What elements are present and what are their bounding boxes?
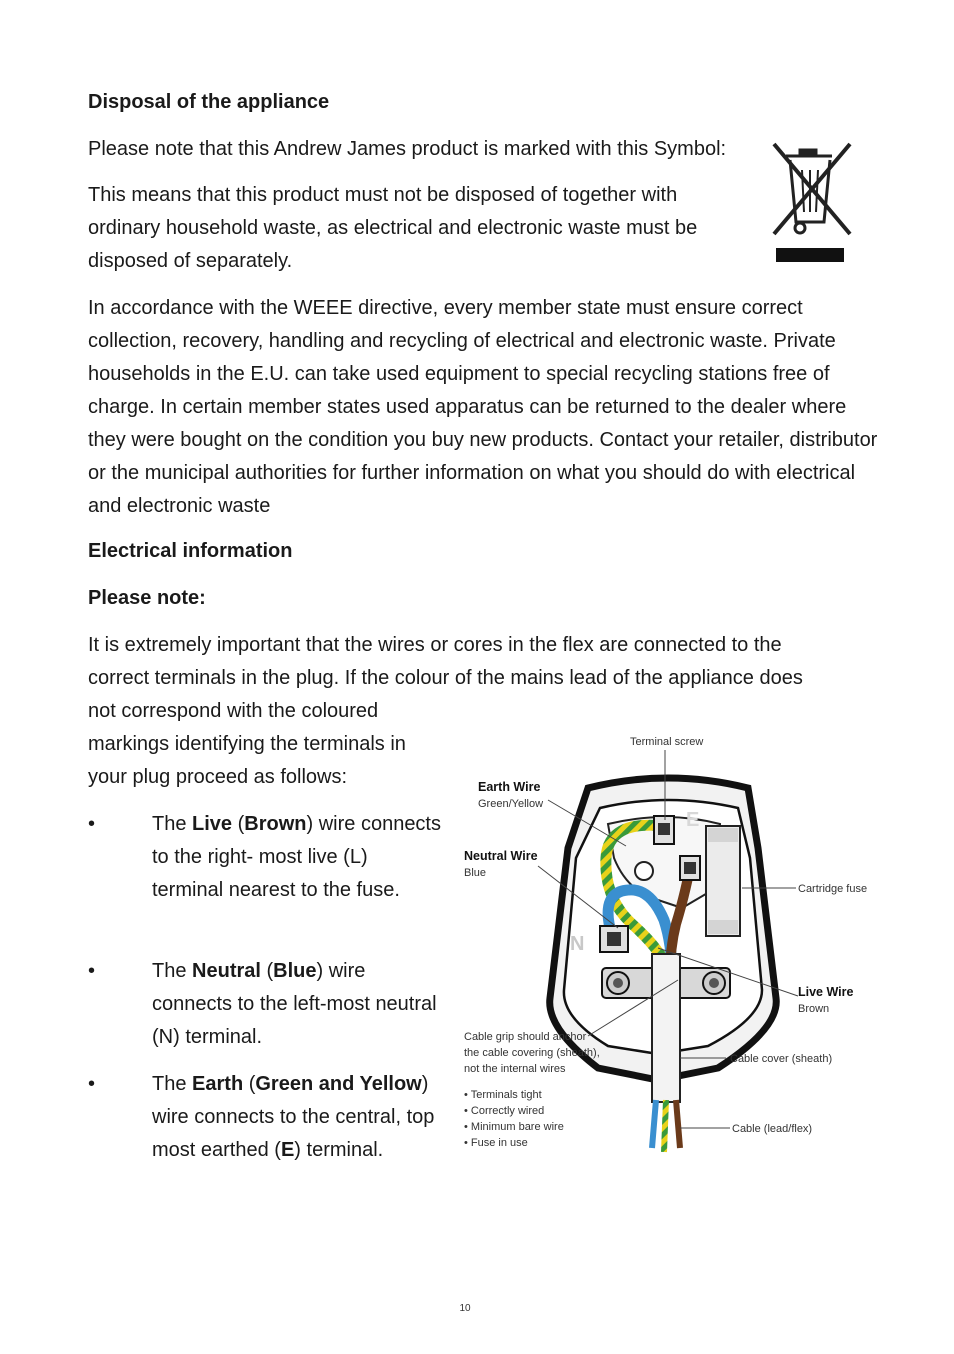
live-label: Live — [192, 813, 233, 835]
page-number: 10 — [459, 1303, 471, 1314]
cable-grip-note-3: not the internal wires — [464, 1063, 566, 1075]
cartridge-fuse — [706, 826, 740, 936]
live-wire-label: Live Wire — [798, 985, 854, 999]
bullet-earth: The Earth (Green and Yellow) wire connects to the central, top most earthed (E) terminal. — [152, 1073, 435, 1161]
e-letter: E — [280, 1139, 295, 1161]
bullet-live: The Live (Brown) wire connects to the right- most live (L) terminal nearest to the fuse. — [152, 813, 441, 901]
meaning-paragraph: This means that this product must not be disposed of together with ordinary household waste, as electrical and electronic waste must be disposed of separately. — [88, 184, 698, 272]
brown-label: Brown — [244, 813, 307, 835]
terminal-e-letter: E — [686, 809, 700, 831]
cartridge-fuse-label: Cartridge fuse — [798, 883, 868, 895]
bullet-neutral-marker: • — [88, 960, 96, 982]
green-yellow-label: Green and Yellow — [255, 1073, 422, 1095]
intro-line-2: correct terminals in the plug. If the colour of the mains lead of the appliance does — [88, 667, 803, 689]
electrical-heading: Electrical information — [88, 540, 293, 562]
cable-lead-label: Cable (lead/flex) — [732, 1123, 813, 1135]
live-wire-colour: Brown — [798, 1003, 830, 1015]
intro-rest: not correspond with the coloured markings identifying the terminals in your plug proceed as follows: — [88, 700, 406, 788]
checklist-item: • Correctly wired — [464, 1105, 545, 1117]
bullet-live-marker: • — [88, 813, 96, 835]
disposal-heading: Disposal of the appliance — [88, 91, 330, 113]
earth-label: Earth — [192, 1073, 244, 1095]
cable-grip-note-2: the cable covering (sheath), — [464, 1047, 600, 1059]
intro-line-1: It is extremely important that the wires or cores in the flex are connected to the — [88, 634, 782, 656]
symbol-line: Please note that this Andrew James product is marked with this Symbol: — [88, 138, 727, 160]
checklist-item: • Minimum bare wire — [464, 1121, 564, 1133]
blue-label: Blue — [273, 960, 317, 982]
earth-wire-colour: Green/Yellow — [478, 798, 544, 810]
neutral-label: Neutral — [192, 960, 261, 982]
bullet-neutral: The Neutral (Blue) wire connects to the left-most neutral (N) terminal. — [152, 960, 437, 1048]
bullet-earth-marker: • — [88, 1073, 96, 1095]
terminal-screw-label: Terminal screw — [630, 736, 704, 748]
neutral-wire-colour: Blue — [464, 867, 487, 879]
please-note-heading: Please note: — [88, 587, 206, 609]
cable-grip-note-1: Cable grip should anchor — [464, 1031, 587, 1043]
checklist-item: • Terminals tight — [464, 1089, 542, 1101]
crossed-out-wheelie-bin-icon — [770, 142, 856, 268]
terminal-n-letter: N — [570, 933, 585, 955]
earth-wire-label: Earth Wire — [478, 780, 541, 794]
cable-sheath — [652, 954, 680, 1102]
cable-cover-label: Cable cover (sheath) — [730, 1053, 833, 1065]
checklist-item: • Fuse in use — [464, 1137, 528, 1149]
neutral-wire-label: Neutral Wire — [464, 849, 538, 863]
plug-wiring-diagram — [458, 728, 878, 1168]
weee-paragraph: In accordance with the WEEE directive, every member state must ensure correct collection, recovery, handling and recycling of electrical and electronic waste. Private households in the E.U. can take used equipment to special recycling stations free of charge. In certain member states used apparatus can be returned to the dealer where they were bought on the condition you buy new products. Contact your retailer, distributor or the municipal authorities for further information on what you should do with electrical and electronic waste — [88, 297, 878, 517]
